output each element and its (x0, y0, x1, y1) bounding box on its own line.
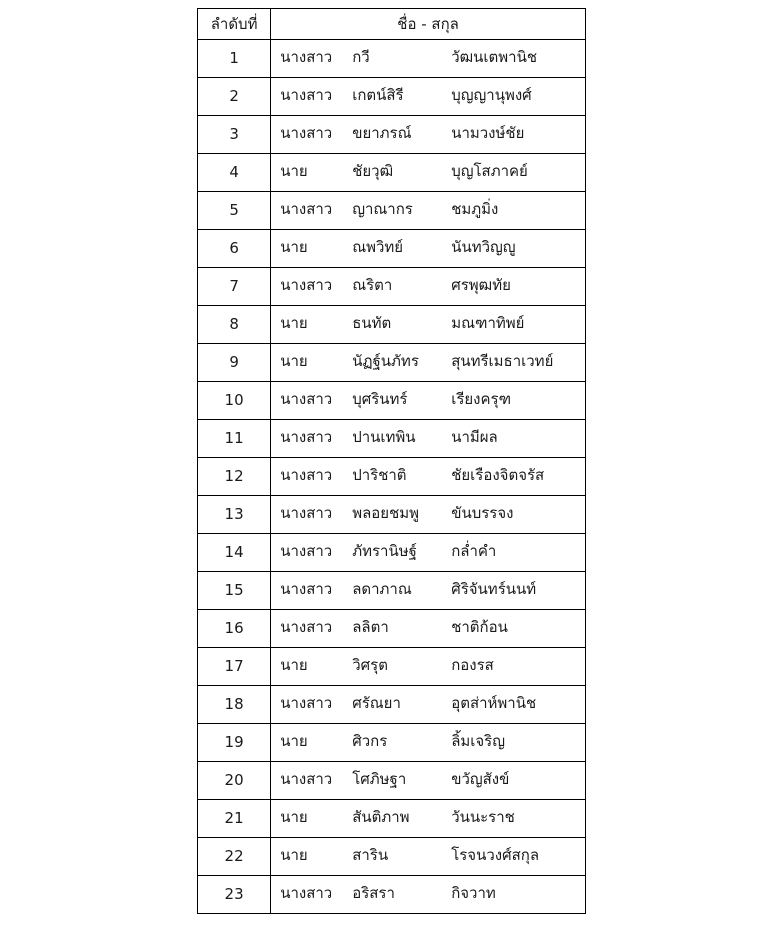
row-fullname (271, 838, 586, 876)
row-number: 23 (198, 876, 271, 914)
last-name: ลิ้มเจริญ (451, 731, 506, 750)
last-name: นามวงษ์ชัย (451, 123, 525, 142)
name-title: นาย (280, 351, 308, 370)
name-list-table (197, 8, 586, 914)
row-fullname (271, 572, 586, 610)
first-name: อริสรา (352, 883, 395, 902)
last-name: ชัยเรืองจิตจรัส (451, 465, 545, 484)
table-row (198, 648, 586, 686)
table-row (198, 876, 586, 914)
row-fullname (271, 800, 586, 838)
row-number: 13 (198, 496, 271, 534)
name-title: นางสาว (280, 389, 333, 408)
last-name: บุญญานุพงศ์ (451, 85, 532, 104)
name-title: นางสาว (280, 883, 333, 902)
row-number: 16 (198, 610, 271, 648)
row-fullname (271, 306, 586, 344)
row-fullname (271, 230, 586, 268)
row-number: 14 (198, 534, 271, 572)
row-number: 10 (198, 382, 271, 420)
table-row (198, 724, 586, 762)
last-name: สุนทรีเมธาเวทย์ (451, 351, 554, 370)
row-number: 11 (198, 420, 271, 458)
first-name: ธนทัต (352, 313, 392, 332)
row-fullname (271, 78, 586, 116)
name-title: นางสาว (280, 541, 333, 560)
last-name: ชมภูมิ่ง (451, 199, 499, 218)
last-name: กิจวาท (451, 883, 496, 902)
header-row (198, 9, 586, 40)
table-row (198, 306, 586, 344)
name-title: นาย (280, 731, 308, 750)
row-number: 15 (198, 572, 271, 610)
first-name: บุศรินทร์ (352, 389, 408, 408)
last-name: วัฒนเตพานิช (451, 47, 538, 66)
name-title: นางสาว (280, 769, 333, 788)
table-row (198, 230, 586, 268)
row-number: 17 (198, 648, 271, 686)
last-name: วันนะราช (451, 807, 515, 826)
name-title: นางสาว (280, 199, 333, 218)
table-row (198, 496, 586, 534)
last-name: ขันบรรจง (451, 503, 514, 522)
name-title: นางสาว (280, 693, 333, 712)
first-name: ณริตา (352, 275, 393, 294)
table-row (198, 78, 586, 116)
row-number: 2 (198, 78, 271, 116)
name-title: นาย (280, 237, 308, 256)
row-fullname (271, 648, 586, 686)
first-name: ขยาภรณ์ (352, 123, 412, 142)
row-fullname (271, 382, 586, 420)
row-fullname (271, 762, 586, 800)
name-title: นางสาว (280, 85, 333, 104)
last-name: มณฑาทิพย์ (451, 313, 525, 332)
row-number: 8 (198, 306, 271, 344)
table-row (198, 458, 586, 496)
row-number: 19 (198, 724, 271, 762)
first-name: สันติภาพ (352, 807, 410, 826)
name-title: นางสาว (280, 47, 333, 66)
row-fullname (271, 420, 586, 458)
table-row (198, 344, 586, 382)
first-name: ลลิตา (352, 617, 389, 636)
last-name: โรจนวงศ์สกุล (451, 845, 540, 864)
name-title: นางสาว (280, 275, 333, 294)
first-name: เกตน์สิรี (352, 85, 404, 104)
last-name: กองรส (451, 655, 494, 674)
table-row (198, 192, 586, 230)
row-fullname (271, 496, 586, 534)
first-name: ลดาภาณ (352, 579, 412, 598)
table-row (198, 838, 586, 876)
table-row (198, 534, 586, 572)
name-title: นางสาว (280, 503, 333, 522)
row-number: 9 (198, 344, 271, 382)
first-name: ปานเทพิน (352, 427, 416, 446)
table-header (198, 9, 586, 40)
row-fullname (271, 344, 586, 382)
row-number: 22 (198, 838, 271, 876)
table-row (198, 800, 586, 838)
first-name: พลอยชมพู (352, 503, 420, 522)
name-title: นาย (280, 845, 308, 864)
name-title: นางสาว (280, 579, 333, 598)
row-fullname (271, 686, 586, 724)
last-name: อุตส่าห์พานิช (451, 693, 537, 712)
table-row (198, 420, 586, 458)
name-title: นางสาว (280, 427, 333, 446)
last-name: ขวัญสังข์ (451, 769, 510, 788)
name-title: นาย (280, 161, 308, 180)
header-number: ลำดับที่ (198, 9, 271, 40)
row-number: 20 (198, 762, 271, 800)
row-fullname (271, 154, 586, 192)
name-title: นาย (280, 313, 308, 332)
row-number: 18 (198, 686, 271, 724)
table-row (198, 268, 586, 306)
row-number: 7 (198, 268, 271, 306)
last-name: ชาติก้อน (451, 617, 508, 636)
table-body (198, 40, 586, 914)
row-number: 21 (198, 800, 271, 838)
table-row (198, 610, 586, 648)
first-name: ชัยวุฒิ (352, 161, 394, 180)
row-number: 4 (198, 154, 271, 192)
table-row (198, 40, 586, 78)
table-row (198, 686, 586, 724)
name-title: นาย (280, 807, 308, 826)
table-row (198, 762, 586, 800)
first-name: กวี (352, 47, 370, 66)
row-number: 1 (198, 40, 271, 78)
first-name: ญาณากร (352, 199, 413, 218)
row-number: 3 (198, 116, 271, 154)
row-fullname (271, 116, 586, 154)
row-fullname (271, 458, 586, 496)
name-title: นางสาว (280, 123, 333, 142)
row-fullname (271, 534, 586, 572)
first-name: ภัทรานิษฐ์ (352, 541, 417, 560)
header-fullname: ชื่อ - สกุล (271, 9, 586, 40)
row-number: 6 (198, 230, 271, 268)
last-name: นันทวิญญู (451, 237, 516, 256)
row-fullname (271, 610, 586, 648)
first-name: โศภิษฐา (352, 769, 407, 788)
row-fullname (271, 268, 586, 306)
name-title: นางสาว (280, 617, 333, 636)
first-name: ศรัณยา (352, 693, 401, 712)
first-name: นัฏฐ์นภัทร (352, 351, 419, 370)
last-name: นามีผล (451, 427, 498, 446)
last-name: ศิริจันทร์นนท์ (451, 579, 537, 598)
first-name: ปาริชาติ (352, 465, 407, 484)
row-fullname (271, 876, 586, 914)
first-name: ณพวิทย์ (352, 237, 404, 256)
first-name: วิศรุต (352, 655, 388, 674)
name-title: นางสาว (280, 465, 333, 484)
table-row (198, 154, 586, 192)
last-name: บุญโสภาคย์ (451, 161, 528, 180)
last-name: กล่ำคำ (451, 541, 497, 560)
row-fullname (271, 40, 586, 78)
table-row (198, 116, 586, 154)
first-name: ศิวกร (352, 731, 388, 750)
row-fullname (271, 192, 586, 230)
last-name: ศรพุฒทัย (451, 275, 511, 294)
table-row (198, 572, 586, 610)
first-name: สาริน (352, 845, 389, 864)
table-row (198, 382, 586, 420)
last-name: เรียงครุฑ (451, 389, 512, 408)
name-title: นาย (280, 655, 308, 674)
row-fullname (271, 724, 586, 762)
row-number: 5 (198, 192, 271, 230)
row-number: 12 (198, 458, 271, 496)
